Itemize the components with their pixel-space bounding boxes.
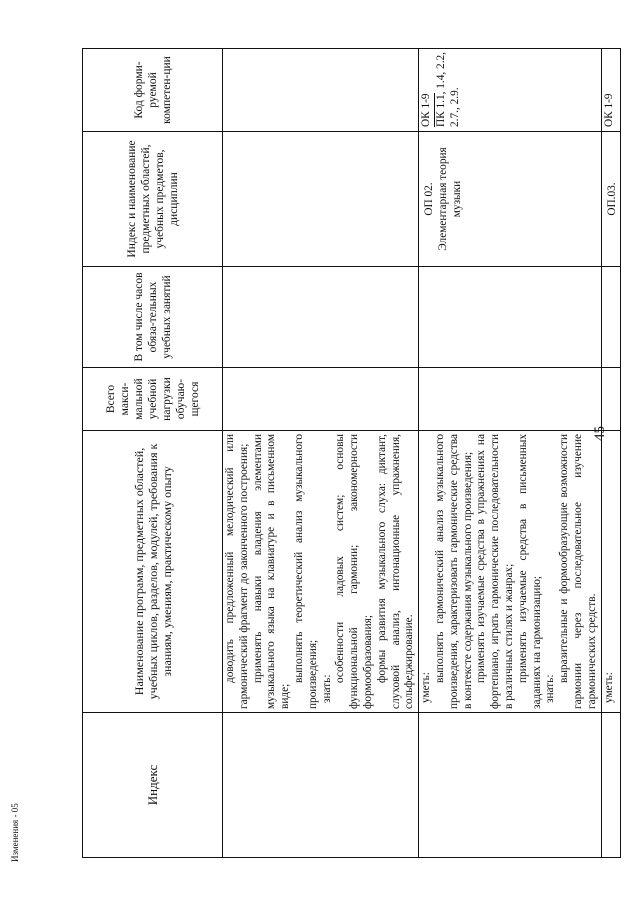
row3-index-cell — [601, 713, 621, 858]
table-row — [419, 49, 601, 858]
row2-discipline-name: Элементарная теория музыки — [436, 147, 463, 251]
row2-line: выразительные и формообразующие возможности гармонии через последовательное изучение гармонических средств. — [558, 434, 598, 709]
row1-max-load-cell — [223, 368, 419, 431]
row2-line: применять изучаемые средства в упражнениях на фортепиано, играть гармонические последовательности в различных стилях и жанрах; — [475, 434, 515, 709]
row1-line: применять навыки владения элементами музыкального языка на клавиатуре и в письменном виде; — [251, 434, 292, 709]
header-index: Индекс — [83, 713, 223, 858]
row1-line: доводить предложенный мелодический или гармонический фрагмент до законченного построения; — [224, 434, 250, 709]
row1-competence-cell — [223, 49, 419, 132]
table-row — [223, 49, 419, 858]
row2-line: применять изучаемые средства в письменных заданиях на гармонизацию; — [516, 434, 543, 709]
row3-discipline-code: ОП.03. — [605, 182, 618, 216]
row3-discipline-cell — [601, 132, 621, 267]
row2-discipline-cell — [419, 132, 601, 267]
header-row — [83, 49, 223, 858]
row2-line: выполнять гармонический анализ музыкального произведения, характеризовать гармонические средства в контексте содержания музыкального произведения; — [433, 434, 474, 709]
row3-competence-ok: ОК 1-9 — [602, 93, 615, 127]
row1-line: особенности ладовых систем; основы функциональной гармонии; закономерности формообразования; — [334, 434, 374, 709]
row2-max-load-cell — [419, 368, 601, 431]
row3-mandatory-cell — [601, 267, 621, 368]
row1-line: формы развития музыкального слуха: диктант, слуховой анализ, интонационные упражнения, сольфеджирование. — [375, 434, 416, 709]
header-mandatory: В том числе часов обяза-тельных учебных занятий — [83, 267, 223, 368]
row3-competence-cell — [601, 49, 621, 132]
header-max-load: Всего макси-мальной учебной нагрузки обучаю-щегося — [83, 368, 223, 431]
row1-line: выполнять теоретический анализ музыкального произведения; — [292, 434, 319, 709]
row1-mandatory-cell — [223, 267, 419, 368]
table-row — [601, 49, 621, 858]
row2-content-cell — [419, 431, 601, 713]
row2-line: знать: — [544, 674, 557, 703]
row1-line: знать: — [320, 674, 333, 703]
row1-discipline-cell — [223, 132, 419, 267]
header-name: Наименование программ, предметных областей, учебных циклов, разделов, модулей, требования к знаниям, умениям, практическому опыту — [83, 431, 223, 713]
row2-competence-pk: ПК 1.1, 1.4, 2.2, 2.7., 2.9. — [434, 51, 461, 127]
row1-index-cell — [223, 713, 419, 858]
row1-content-cell — [223, 431, 419, 713]
row2-mandatory-cell — [419, 267, 601, 368]
page-number: 45 — [592, 426, 608, 441]
header-competence: Код форми-руемой компетен-ции — [83, 49, 223, 132]
row2-line: уметь: — [420, 672, 433, 703]
row2-competence-cell — [419, 49, 601, 132]
footer-note: Изменения - 05 — [10, 803, 20, 862]
row3-content-cell — [601, 431, 621, 713]
row3-max-load-cell — [601, 368, 621, 431]
row2-discipline-code: ОП 02. — [423, 182, 436, 216]
row2-index-cell — [419, 713, 601, 858]
header-discipline: Индекс и наименование предметных областей, учебных предметов, дисциплин — [83, 132, 223, 267]
row2-competence-ok: ОК 1-9 — [420, 93, 435, 127]
row3-line: уметь: — [602, 672, 615, 703]
